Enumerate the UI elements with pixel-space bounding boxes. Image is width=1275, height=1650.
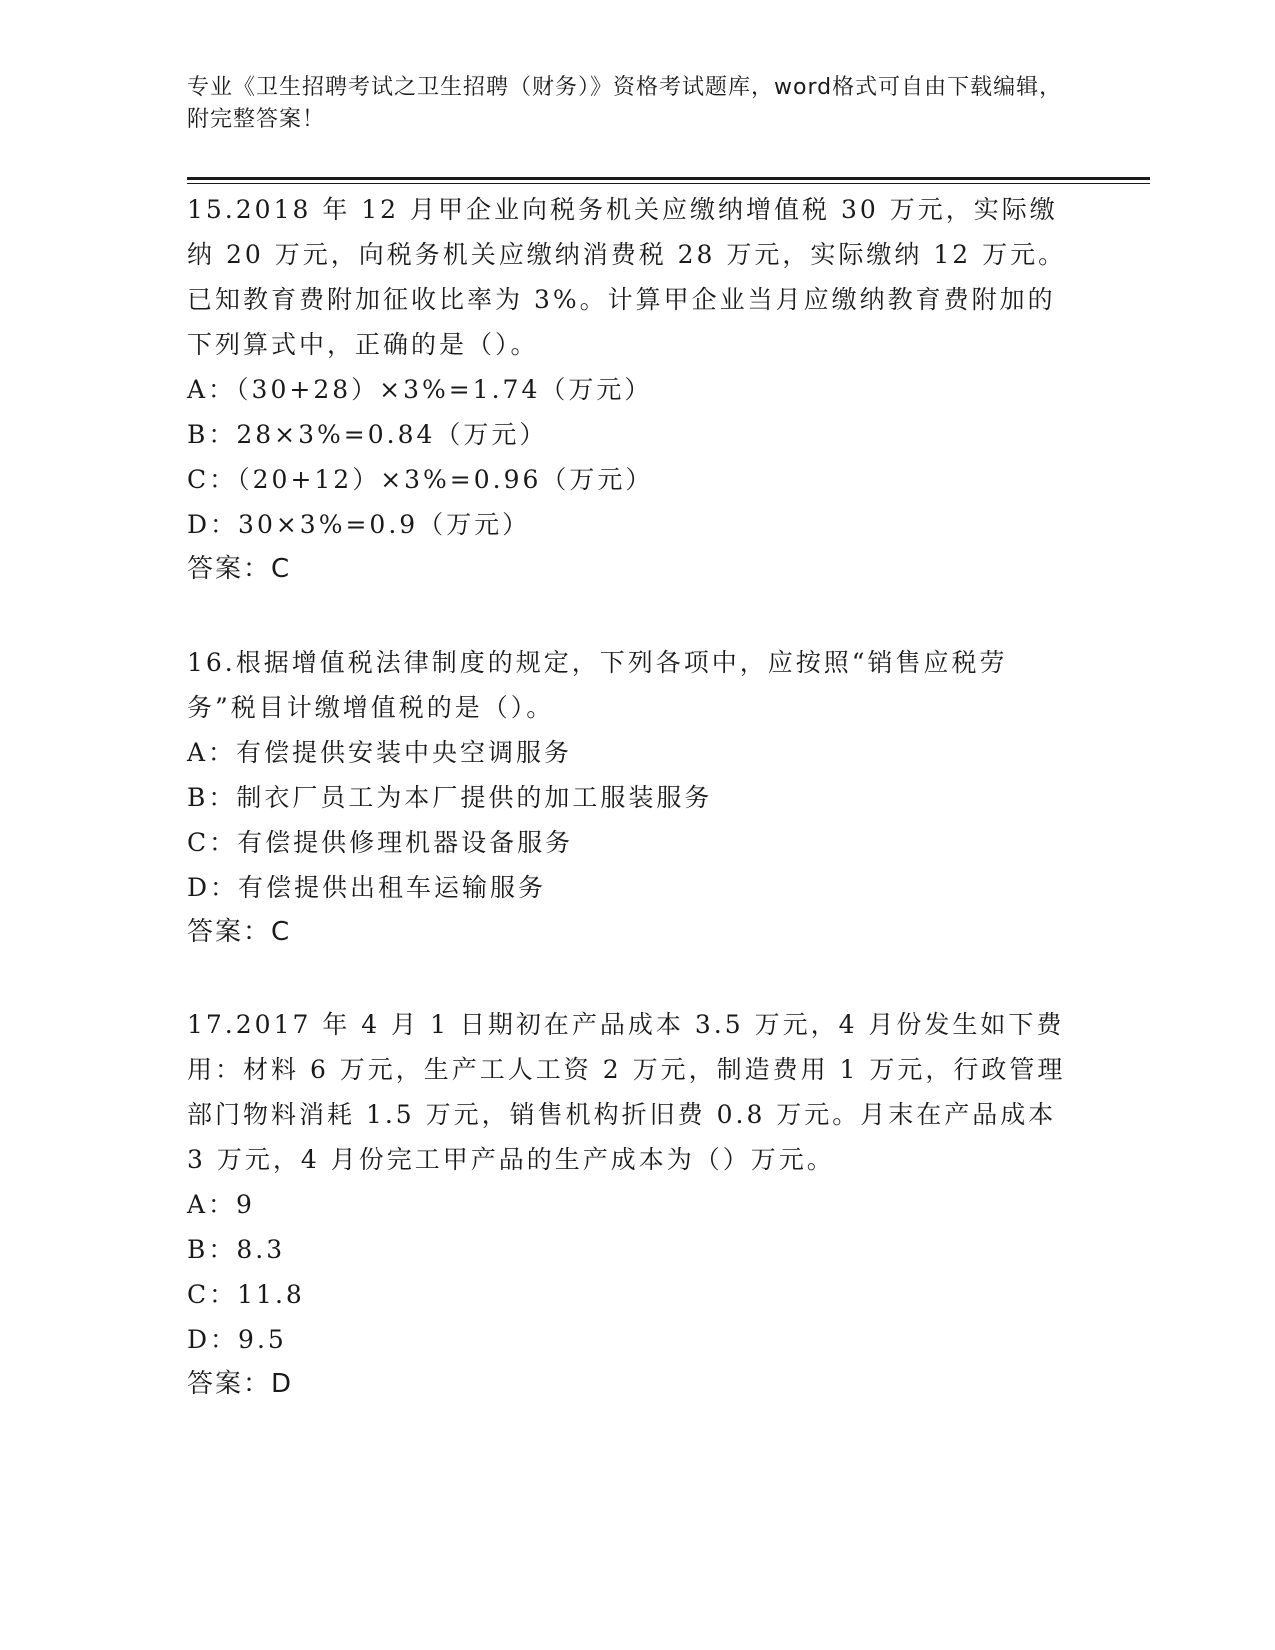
header-divider-thick (187, 177, 1150, 180)
header-divider-thin (187, 183, 1150, 184)
option-a: A：（30+28）×3%=1.74（万元） (187, 375, 653, 404)
option-b: B：28×3%=0.84（万元） (187, 420, 548, 449)
option-b: B：8.3 (187, 1235, 286, 1264)
question-stem: 17.2017 年 4 月 1 日期初在产品成本 3.5 万元，4 月份发生如下费用：材料 6 万元，生产工人工资 2 万元，制造费用 1 万元，行政管理部门物料消耗 1.5 万元，销售机构折旧费 0.8 万元。月末在产品成本 3 万元，4 月份完工甲产品的生产成本为（）万元。 (187, 1010, 1066, 1174)
document-header: 专业《卫生招聘考试之卫生招聘（财务）》资格考试题库，word格式可自由下载编辑，附完整答案！ (187, 75, 1063, 132)
option-d: D：有偿提供出租车运输服务 (187, 873, 547, 902)
question-15 (187, 187, 1067, 592)
option-a: A：9 (187, 1190, 255, 1219)
question-stem: 15.2018 年 12 月甲企业向税务机关应缴纳增值税 30 万元，实际缴纳 20 万元，向税务机关应缴纳消费税 28 万元，实际缴纳 12 万元。已知教育费附加征收比率为 3%。计算甲企业当月应缴纳教育费附加的下列算式中，正确的是（）。 (187, 195, 1067, 359)
option-b: B：制衣厂员工为本厂提供的加工服装服务 (187, 783, 713, 812)
option-c: C：11.8 (187, 1280, 305, 1309)
option-d: D：9.5 (187, 1325, 287, 1354)
question-stem: 16.根据增值税法律制度的规定，下列各项中，应按照“销售应税劳务”税目计缴增值税的是（）。 (187, 648, 1008, 722)
option-c: C：（20+12）×3%=0.96（万元） (187, 465, 654, 494)
answer-line: 答案：C (187, 917, 292, 947)
option-d: D：30×3%=0.9（万元） (187, 510, 531, 539)
answer-line: 答案：C (187, 554, 292, 584)
option-a: A：有偿提供安装中央空调服务 (187, 738, 573, 767)
answer-line: 答案：D (187, 1369, 294, 1399)
question-17 (187, 1002, 1067, 1407)
option-c: C：有偿提供修理机器设备服务 (187, 828, 574, 857)
question-16 (187, 640, 1067, 955)
